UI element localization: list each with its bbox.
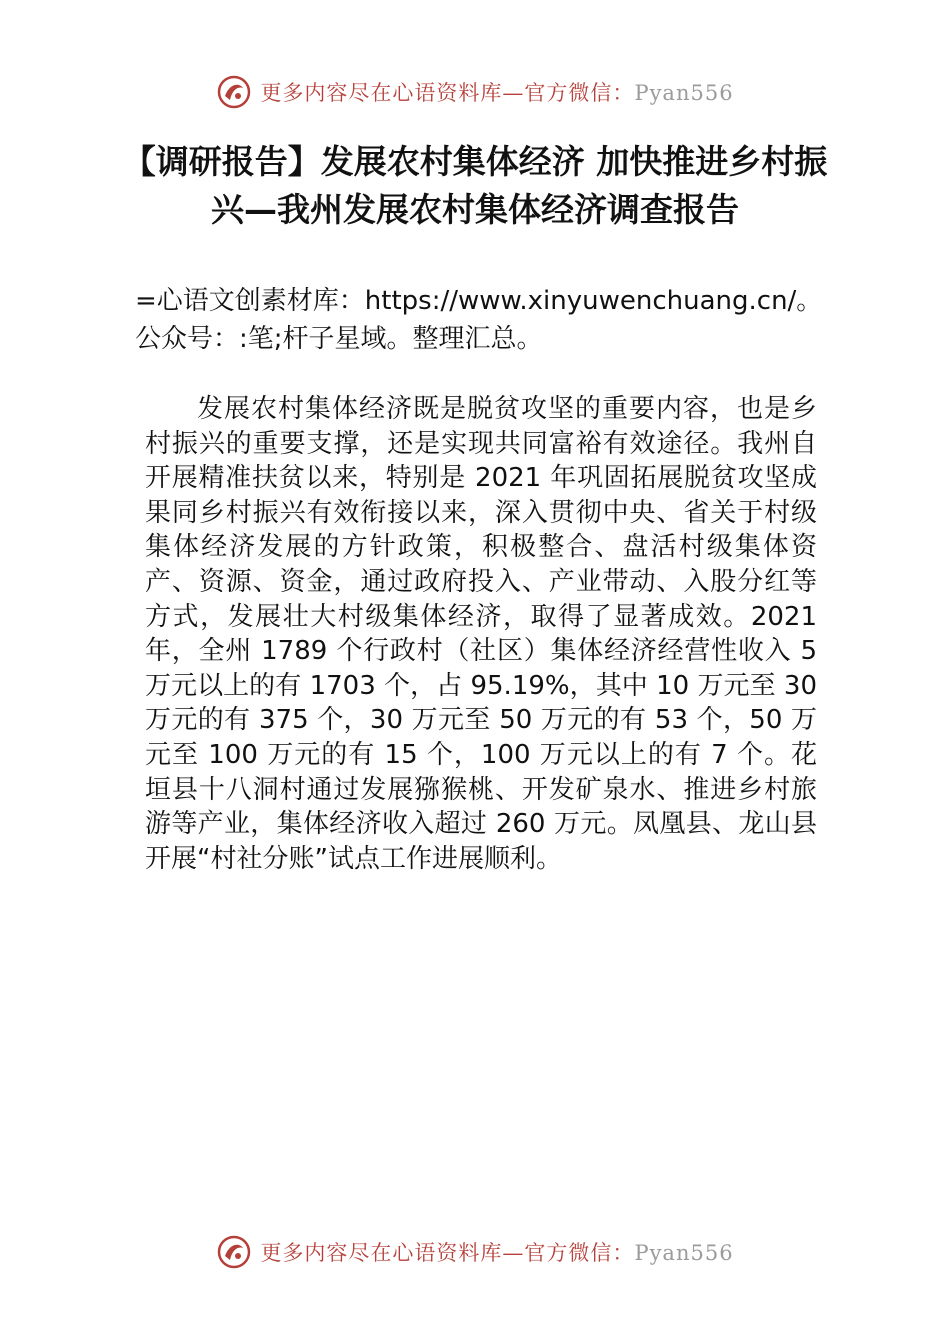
footer-banner — [0, 1230, 950, 1274]
footer-banner-text: 更多内容尽在心语资料库—官方微信：Pyan556 — [260, 1241, 734, 1265]
body-paragraph: 发展农村集体经济既是脱贫攻坚的重要内容，也是乡村振兴的重要支撑，还是实现共同富裕有效途径。我州自开展精准扶贫以来，特别是 2021 年巩固拓展脱贫攻坚成果同乡村振兴有效衔接以来，深入贯彻中央、省关于村级集体经济发展的方针政策，积极整合、盘活村级集体资产、资源、资金，通过政府投入、产业带动、入股分红等方式，发展壮大村级集体经济，取得了显著成效。2021 年，全州 1789 个行政村（社区）集体经济经营性收入 5 万元以上的有 1703 个，占 95.19%，其中 10 万元至 30 万元的有 375 个，30 万元至 50 万元的有 53 个，50 万元至 100 万元的有 15 个，100 万元以上的有 7 个。花垣县十八洞村通过发展猕猴桃、开发矿泉水、推进乡村旅游等产业，集体经济收入超过 260 万元。凤凰县、龙山县开展“村社分账”试点工作进展顺利。 — [145, 394, 817, 874]
seal-logo-icon — [216, 1234, 252, 1270]
header-banner — [0, 70, 950, 114]
seal-logo-icon — [216, 74, 252, 110]
header-banner-text: 更多内容尽在心语资料库—官方微信：Pyan556 — [260, 81, 734, 105]
header-banner-id: Pyan556 — [634, 81, 734, 105]
footer-banner-id: Pyan556 — [634, 1241, 734, 1265]
source-line: =心语文创素材库：https://www.xinyuwenchuang.cn/。公众号：:笔;杆子星域。整理汇总。 — [135, 286, 823, 354]
document-title: 【调研报告】发展农村集体经济 加快推进乡村振兴—我州发展农村集体经济调查报告 — [122, 142, 828, 229]
